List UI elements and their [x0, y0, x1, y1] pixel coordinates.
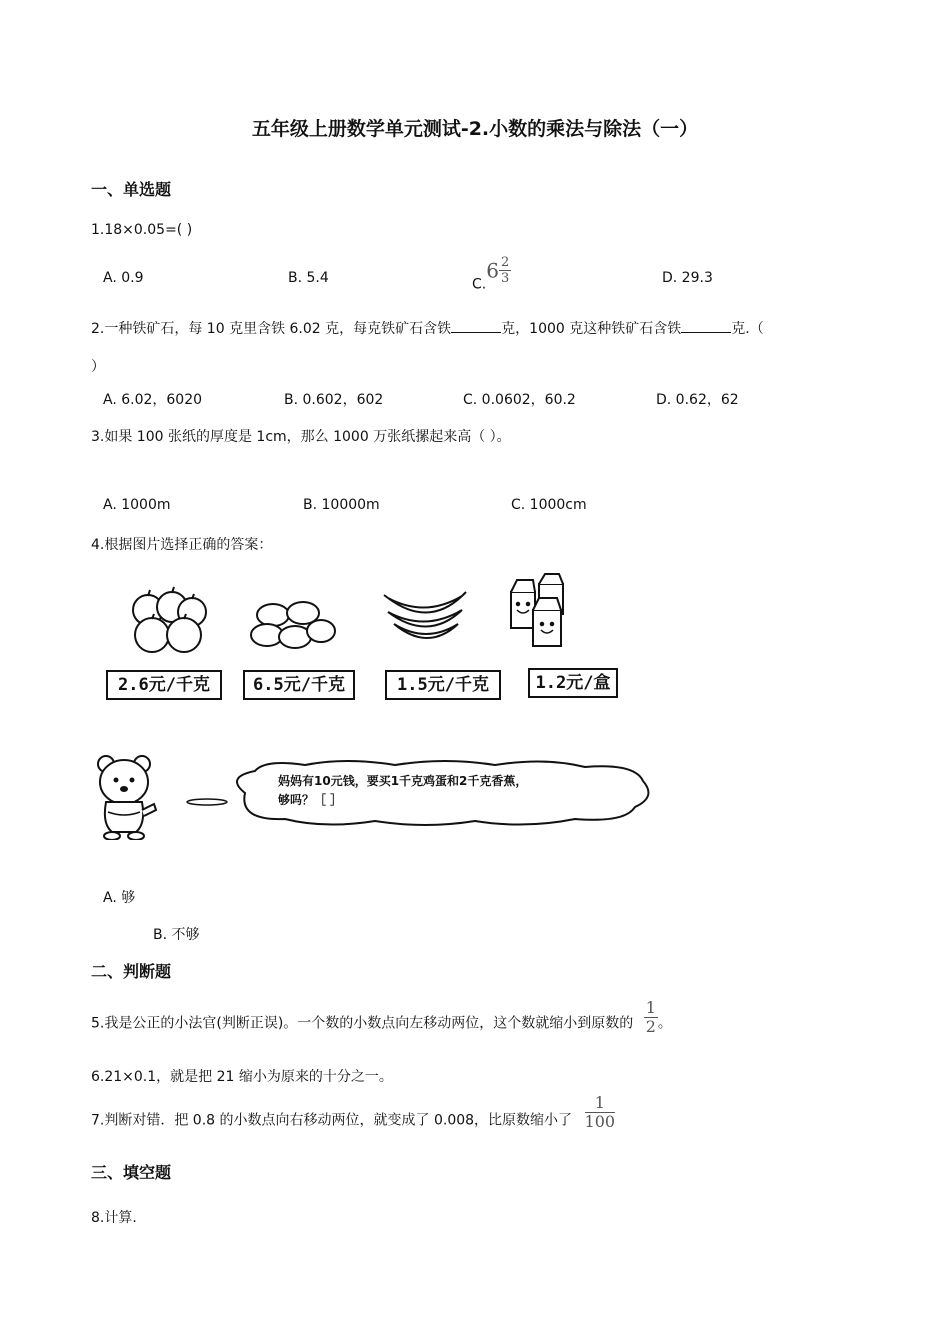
- price-tag-eggs: 6.5元/千克: [243, 670, 355, 700]
- q3-option-b[interactable]: B. 10000m: [303, 497, 380, 513]
- q2-option-d[interactable]: D. 0.62，62: [656, 392, 739, 408]
- mixed-number-whole: 6: [486, 258, 499, 283]
- fraction-denominator: 2: [645, 1017, 656, 1036]
- fraction: [499, 256, 511, 285]
- q1-option-c[interactable]: [472, 256, 511, 293]
- q4-option-a[interactable]: A. 够: [103, 890, 136, 906]
- q5-end: 。: [657, 1015, 672, 1032]
- bear-character-icon: [92, 752, 162, 840]
- apples-icon: [120, 585, 215, 657]
- q2-text-1: 2.一种铁矿石，每 10 克里含铁 6.02 克，每克铁矿石含铁: [91, 321, 452, 337]
- eggs-icon: [245, 595, 340, 655]
- question-5: [91, 1000, 672, 1035]
- q2-option-b[interactable]: B. 0.602，602: [284, 392, 384, 408]
- milk-cartons-icon: [503, 570, 581, 650]
- answer-blank: [451, 320, 501, 333]
- question-4: 4.根据图片选择正确的答案：: [91, 537, 273, 553]
- question-2: [91, 318, 764, 338]
- fraction-denominator: 3: [500, 271, 510, 286]
- fraction: [585, 1095, 616, 1130]
- question-6: 6.21×0.1，就是把 21 缩小为原来的十分之一。: [91, 1069, 393, 1085]
- q1-option-b[interactable]: B. 5.4: [288, 270, 329, 286]
- bananas-icon: [380, 588, 470, 650]
- section-heading-fill-in: 三、填空题: [91, 1163, 172, 1182]
- section-heading-single-choice: 一、单选题: [91, 180, 172, 199]
- q4-option-b[interactable]: B. 不够: [153, 927, 200, 943]
- fraction-numerator: 2: [500, 255, 510, 270]
- q2-option-c[interactable]: C. 0.0602，60.2: [463, 392, 576, 408]
- fraction-numerator: 1: [645, 998, 656, 1017]
- price-tag-bananas: 1.5元/千克: [385, 670, 501, 700]
- fraction-numerator: 1: [585, 1095, 616, 1113]
- q7-text: 7.判断对错．把 0.8 的小数点向右移动两位，就变成了 0.008，比原数缩小了: [91, 1112, 573, 1129]
- q1-option-a[interactable]: A. 0.9: [103, 270, 144, 286]
- section-heading-true-false: 二、判断题: [91, 962, 172, 981]
- q5-text: 5.我是公正的小法官(判断正误)。一个数的小数点向左移动两位，这个数就缩小到原数的: [91, 1015, 634, 1032]
- question-3: 3.如果 100 张纸的厚度是 1cm，那么 1000 万张纸摞起来高（ ）。: [91, 429, 511, 445]
- answer-blank: [681, 320, 731, 333]
- speech-tail-icon: [185, 796, 230, 808]
- question-7: [91, 1095, 615, 1130]
- question-8: 8.计算.: [91, 1210, 137, 1226]
- fraction-denominator: 100: [584, 1112, 616, 1131]
- question-1: 1.18×0.05=( ): [91, 222, 193, 238]
- q3-option-c[interactable]: C. 1000cm: [511, 497, 587, 513]
- q2-text-2: 克，1000 克这种铁矿石含铁: [501, 321, 682, 337]
- price-tag-milk: 1.2元/盒: [528, 668, 618, 698]
- fraction: [644, 1000, 658, 1035]
- q2-option-a[interactable]: A. 6.02，6020: [103, 392, 203, 408]
- price-tag-apples: 2.6元/千克: [106, 670, 222, 700]
- speech-line-2: 够吗？［ ］: [278, 793, 343, 807]
- speech-line-1: 妈妈有10元钱，要买1千克鸡蛋和2千克香蕉，: [278, 774, 528, 788]
- q3-option-a[interactable]: A. 1000m: [103, 497, 171, 513]
- page-title: 五年级上册数学单元测试-2.小数的乘法与除法（一）: [251, 118, 699, 140]
- question-2-line-2: ）: [91, 359, 105, 375]
- q1-option-c-label: C.: [472, 276, 487, 293]
- q2-text-3: 克.（: [731, 321, 764, 337]
- q1-option-d[interactable]: D. 29.3: [662, 270, 713, 286]
